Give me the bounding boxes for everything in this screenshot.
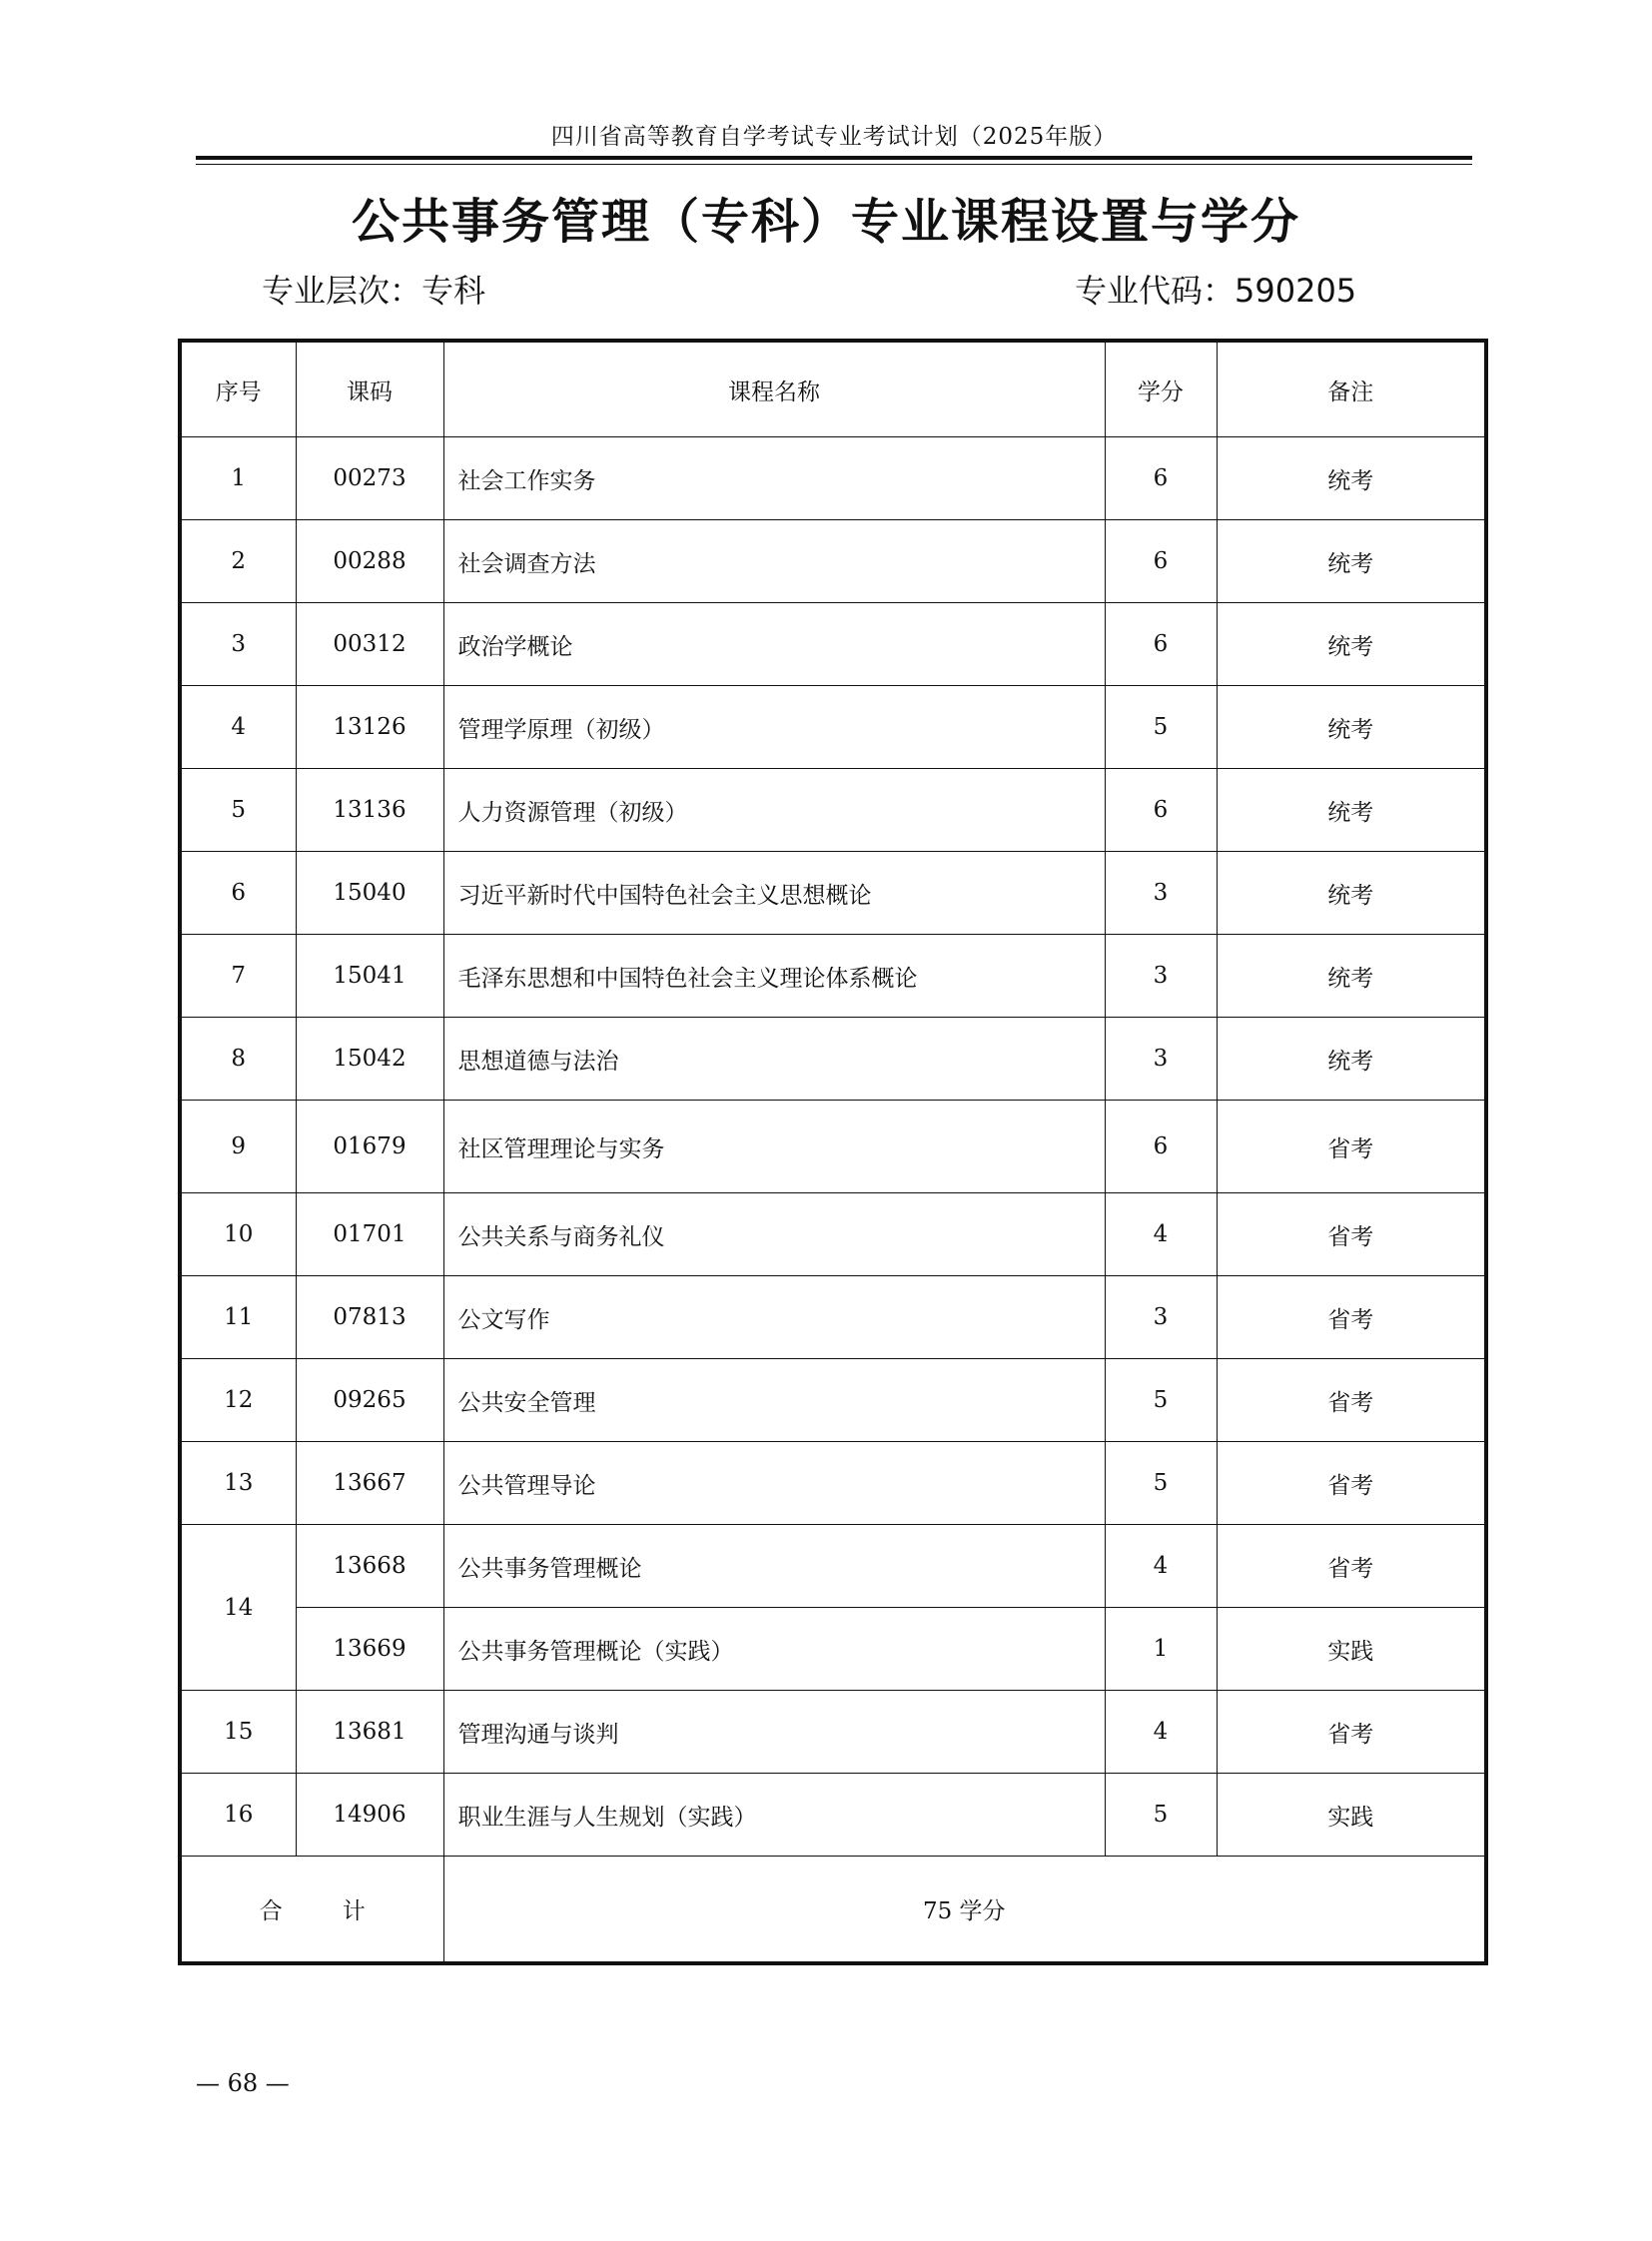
cell-credit: 6 <box>1105 769 1217 852</box>
cell-name: 社区管理理论与实务 <box>443 1101 1105 1193</box>
cell-name: 公共事务管理概论（实践） <box>443 1608 1105 1691</box>
running-header: 四川省高等教育自学考试专业考试计划（2025年版） <box>550 124 1118 150</box>
cell-seq: 2 <box>180 520 296 603</box>
cell-seq: 1 <box>180 437 296 520</box>
cell-credit: 4 <box>1105 1525 1217 1608</box>
cell-seq: 5 <box>180 769 296 852</box>
cell-name: 公共事务管理概论 <box>443 1525 1105 1608</box>
cell-note: 统考 <box>1217 852 1486 935</box>
cell-seq: 3 <box>180 603 296 686</box>
col-header-credit: 学分 <box>1105 341 1217 437</box>
cell-code: 01679 <box>296 1101 443 1193</box>
cell-credit: 6 <box>1105 603 1217 686</box>
table-row <box>180 437 1486 520</box>
cell-name: 职业生涯与人生规划（实践） <box>443 1774 1105 1857</box>
cell-code: 13136 <box>296 769 443 852</box>
cell-code: 00288 <box>296 520 443 603</box>
cell-note: 统考 <box>1217 769 1486 852</box>
course-table <box>178 339 1488 1965</box>
table-row <box>180 520 1486 603</box>
cell-note: 统考 <box>1217 935 1486 1018</box>
header-rule-thick <box>196 156 1472 160</box>
cell-name: 毛泽东思想和中国特色社会主义理论体系概论 <box>443 935 1105 1018</box>
cell-note: 统考 <box>1217 686 1486 769</box>
cell-note: 省考 <box>1217 1101 1486 1193</box>
table-row <box>180 769 1486 852</box>
cell-note: 省考 <box>1217 1359 1486 1442</box>
cell-note: 统考 <box>1217 437 1486 520</box>
major-level: 专业层次：专科 <box>262 272 486 310</box>
col-header-code: 课码 <box>296 341 443 437</box>
cell-seq: 14 <box>180 1525 296 1691</box>
cell-name: 公文写作 <box>443 1276 1105 1359</box>
cell-note: 省考 <box>1217 1525 1486 1608</box>
total-row <box>180 1857 1486 1964</box>
table-row <box>180 603 1486 686</box>
col-header-seq: 序号 <box>180 341 296 437</box>
cell-name: 社会调查方法 <box>443 520 1105 603</box>
cell-code: 15042 <box>296 1018 443 1101</box>
cell-credit: 3 <box>1105 1276 1217 1359</box>
cell-seq: 10 <box>180 1193 296 1276</box>
cell-note: 实践 <box>1217 1608 1486 1691</box>
cell-code: 13669 <box>296 1608 443 1691</box>
cell-note: 统考 <box>1217 1018 1486 1101</box>
cell-seq: 15 <box>180 1691 296 1774</box>
cell-code: 13668 <box>296 1525 443 1608</box>
table-row <box>180 1608 1486 1691</box>
table-row <box>180 1101 1486 1193</box>
cell-credit: 4 <box>1105 1691 1217 1774</box>
table-header-row <box>180 341 1486 437</box>
cell-note: 省考 <box>1217 1691 1486 1774</box>
cell-credit: 6 <box>1105 520 1217 603</box>
col-header-name: 课程名称 <box>443 341 1105 437</box>
cell-credit: 4 <box>1105 1193 1217 1276</box>
cell-code: 13667 <box>296 1442 443 1525</box>
table-row <box>180 1691 1486 1774</box>
major-code: 专业代码：590205 <box>1075 272 1357 310</box>
table-row <box>180 1359 1486 1442</box>
page-number: — 68 — <box>196 2069 290 2097</box>
cell-name: 管理学原理（初级） <box>443 686 1105 769</box>
cell-note: 省考 <box>1217 1193 1486 1276</box>
page-title: 公共事务管理（专科）专业课程设置与学分 <box>351 194 1300 250</box>
cell-name: 习近平新时代中国特色社会主义思想概论 <box>443 852 1105 935</box>
cell-note: 实践 <box>1217 1774 1486 1857</box>
table-row <box>180 1193 1486 1276</box>
cell-code: 15040 <box>296 852 443 935</box>
table-row <box>180 1525 1486 1608</box>
header-rule-thin <box>196 164 1472 165</box>
cell-seq: 9 <box>180 1101 296 1193</box>
cell-note: 省考 <box>1217 1276 1486 1359</box>
col-header-note: 备注 <box>1217 341 1486 437</box>
cell-credit: 5 <box>1105 1359 1217 1442</box>
cell-credit: 6 <box>1105 437 1217 520</box>
cell-seq: 4 <box>180 686 296 769</box>
cell-code: 00312 <box>296 603 443 686</box>
table-row <box>180 1442 1486 1525</box>
cell-seq: 6 <box>180 852 296 935</box>
cell-seq: 11 <box>180 1276 296 1359</box>
total-label <box>180 1857 443 1964</box>
cell-credit: 5 <box>1105 686 1217 769</box>
total-value: 75 学分 <box>443 1857 1486 1964</box>
cell-seq: 7 <box>180 935 296 1018</box>
cell-code: 13126 <box>296 686 443 769</box>
cell-credit: 1 <box>1105 1608 1217 1691</box>
total-label-text: 合计 <box>259 1898 425 1924</box>
table-row <box>180 852 1486 935</box>
cell-note: 统考 <box>1217 603 1486 686</box>
cell-credit: 3 <box>1105 852 1217 935</box>
cell-credit: 6 <box>1105 1101 1217 1193</box>
cell-name: 社会工作实务 <box>443 437 1105 520</box>
cell-code: 00273 <box>296 437 443 520</box>
cell-name: 思想道德与法治 <box>443 1018 1105 1101</box>
cell-credit: 3 <box>1105 1018 1217 1101</box>
table-row <box>180 1774 1486 1857</box>
cell-name: 公共安全管理 <box>443 1359 1105 1442</box>
cell-code: 15041 <box>296 935 443 1018</box>
cell-code: 14906 <box>296 1774 443 1857</box>
cell-name: 政治学概论 <box>443 603 1105 686</box>
cell-note: 省考 <box>1217 1442 1486 1525</box>
table-row <box>180 935 1486 1018</box>
table-row <box>180 686 1486 769</box>
cell-name: 管理沟通与谈判 <box>443 1691 1105 1774</box>
cell-seq: 13 <box>180 1442 296 1525</box>
table-row <box>180 1018 1486 1101</box>
cell-credit: 5 <box>1105 1442 1217 1525</box>
cell-code: 13681 <box>296 1691 443 1774</box>
cell-name: 公共关系与商务礼仪 <box>443 1193 1105 1276</box>
table-row <box>180 1276 1486 1359</box>
cell-name: 人力资源管理（初级） <box>443 769 1105 852</box>
cell-seq: 16 <box>180 1774 296 1857</box>
cell-code: 07813 <box>296 1276 443 1359</box>
cell-note: 统考 <box>1217 520 1486 603</box>
cell-name: 公共管理导论 <box>443 1442 1105 1525</box>
cell-code: 09265 <box>296 1359 443 1442</box>
cell-seq: 12 <box>180 1359 296 1442</box>
cell-credit: 5 <box>1105 1774 1217 1857</box>
cell-credit: 3 <box>1105 935 1217 1018</box>
cell-seq: 8 <box>180 1018 296 1101</box>
cell-code: 01701 <box>296 1193 443 1276</box>
